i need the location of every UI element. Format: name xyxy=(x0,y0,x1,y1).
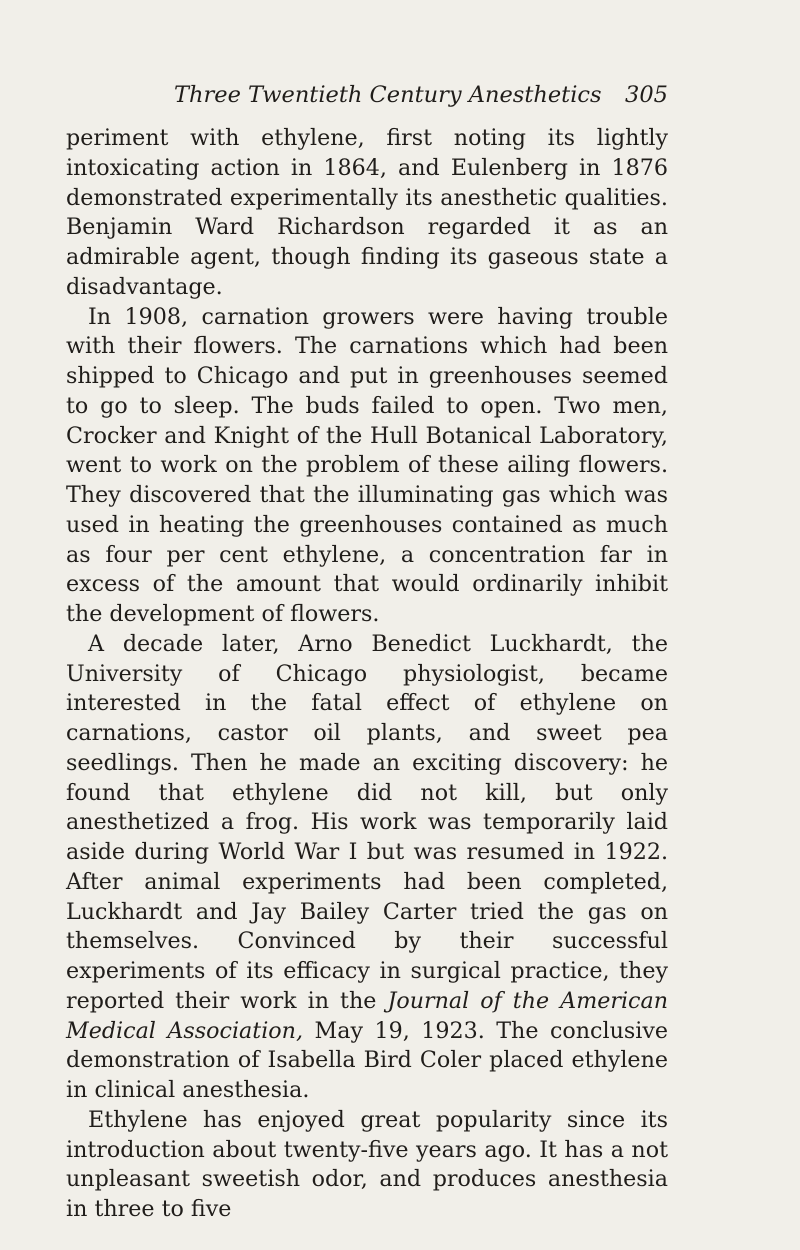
paragraph-3-tail: May 19, 1923. The conclusive demonstration of Isabella Bird Coler placed ethylene in clinical anesthesia. xyxy=(66,1017,669,1103)
page-number: 305 xyxy=(625,82,668,108)
paragraph-4: Ethylene has enjoyed great popularity since its introduction about twenty-five years ago. It has a not unpleasant sweetish odor, and produces anesthesia in three to five xyxy=(66,1106,668,1222)
running-head xyxy=(66,80,668,124)
paragraph-2: In 1908, carnation growers were having trouble with their flowers. The carnations which had been shipped to Chicago and put in greenhouses seemed to go to sleep. The buds failed to open. Two men, Crocker and Knight of the Hull Botanical Laboratory, went to work on the problem of these ailing flowers. They discovered that the illuminating gas which was used in heating the greenhouses contained as much as four per cent ethylene, a concentration far in excess of the amount that would ordinarily inhibit the development of flowers. xyxy=(66,303,668,627)
paragraph-3 xyxy=(66,630,668,1106)
journal-title: Journal of the American Medical Association, xyxy=(66,987,669,1044)
paragraph-1: periment with ethylene, first noting its lightly intoxicating action in 1864, and Eulenberg in 1876 demonstrated experimentally its anesthetic qualities. Benjamin Ward Richardson regarded it as an admirable agent, though finding its gaseous state a disadvantage. xyxy=(66,125,668,300)
body-text xyxy=(66,124,668,1225)
book-page xyxy=(66,80,668,1225)
paragraph-3-main: A decade later, Arno Benedict Luckhardt, the University of Chicago physiologist, became interested in the fatal effect of ethylene on carnations, castor oil plants, and sweet pea seedlings. Then he made an exciting discovery: he found that ethylene did not kill, but only anesthetized a frog. His work was temporarily laid aside during World War I but was resumed in 1922. After animal experiments had been completed, Luckhardt and Jay Bailey Carter tried the gas on themselves. Convinced by their successful experiments of its efficacy in surgical practice, they reported their work in the xyxy=(66,630,668,1014)
running-title: Three Twentieth Century Anesthetics xyxy=(174,82,602,108)
